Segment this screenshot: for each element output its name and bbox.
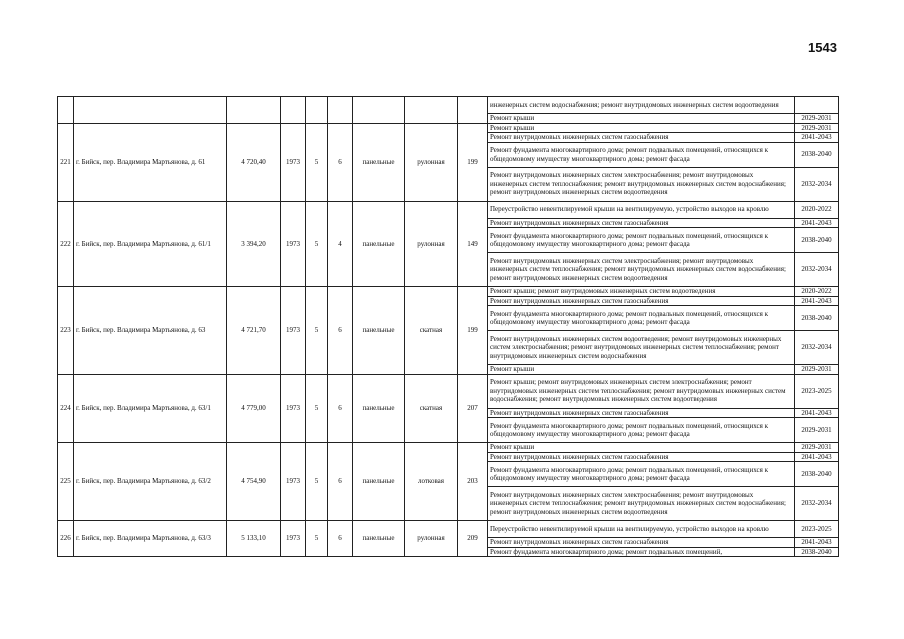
work-period: 2029-2031	[795, 443, 839, 453]
work-description: Ремонт крыши	[488, 114, 795, 124]
work-period: 2041-2043	[795, 452, 839, 462]
apartments-count: 207	[458, 374, 488, 443]
apartments-count: 203	[458, 443, 488, 521]
work-description: Ремонт внутридомовых инженерных систем водоотведения; ремонт внутридомовых инженерных систем электроснабжения; ремонт внутридомовых инженерных систем теплоснабжения; ремонт внутридомовых инженерных систем водоснабжения	[488, 331, 795, 365]
building-address: г. Бийск, пер. Владимира Мартьянова, д. 63/3	[74, 521, 227, 557]
table-row	[58, 443, 839, 453]
year-built: 1973	[281, 123, 306, 201]
total-area: 5 133,10	[227, 521, 281, 557]
work-period: 2038-2040	[795, 228, 839, 253]
year-built: 1973	[281, 374, 306, 443]
work-period: 2029-2031	[795, 123, 839, 133]
work-period: 2020-2022	[795, 287, 839, 297]
wall-material: панельные	[353, 374, 405, 443]
year-built: 1973	[281, 443, 306, 521]
work-description: Переустройство невентилируемой крыши на вентилируемую, устройство выходов на кровлю	[488, 521, 795, 538]
entrances-count: 6	[328, 123, 353, 201]
page-number: 1543	[808, 40, 837, 55]
roof-type: рулонная	[405, 201, 458, 287]
building-address: г. Бийск, пер. Владимира Мартьянова, д. 63/2	[74, 443, 227, 521]
building-address: г. Бийск, пер. Владимира Мартьянова, д. 63	[74, 287, 227, 375]
work-period: 2041-2043	[795, 538, 839, 548]
capital-repair-table	[57, 96, 839, 557]
work-period: 2032-2034	[795, 331, 839, 365]
work-description: Ремонт внутридомовых инженерных систем электроснабжения; ремонт внутридомовых инженерных систем теплоснабжения; ремонт внутридомовых инженерных систем водоснабжения; ремонт внутридомовых инженерных систем водоотведения	[488, 253, 795, 287]
table-row	[58, 97, 839, 114]
continuation-floors-cell	[306, 97, 328, 124]
continuation-entrances-cell	[328, 97, 353, 124]
work-description: Ремонт фундамента многоквартирного дома; ремонт подвальных помещений, относящихся к общедомовому имуществу многоквартирного дома; ремонт фасада	[488, 306, 795, 331]
total-area: 3 394,20	[227, 201, 281, 287]
row-number: 225	[58, 443, 74, 521]
row-number: 222	[58, 201, 74, 287]
work-period: 2038-2040	[795, 547, 839, 557]
roof-type: скатная	[405, 287, 458, 375]
wall-material: панельные	[353, 201, 405, 287]
work-period	[795, 97, 839, 114]
floors-count: 5	[306, 201, 328, 287]
wall-material: панельные	[353, 123, 405, 201]
work-description: Ремонт внутридомовых инженерных систем газоснабжения	[488, 538, 795, 548]
building-address: г. Бийск, пер. Владимира Мартьянова, д. 63/1	[74, 374, 227, 443]
floors-count: 5	[306, 123, 328, 201]
work-period: 2032-2034	[795, 167, 839, 201]
continuation-area-cell	[227, 97, 281, 124]
work-description: Ремонт фундамента многоквартирного дома; ремонт подвальных помещений, относящихся к общедомовому имуществу многоквартирного дома; ремонт фасада	[488, 462, 795, 487]
year-built: 1973	[281, 521, 306, 557]
apartments-count: 199	[458, 123, 488, 201]
year-built: 1973	[281, 201, 306, 287]
roof-type: рулонная	[405, 521, 458, 557]
work-period: 2041-2043	[795, 296, 839, 306]
floors-count: 5	[306, 374, 328, 443]
entrances-count: 6	[328, 374, 353, 443]
work-period: 2038-2040	[795, 306, 839, 331]
continuation-walls-cell	[353, 97, 405, 124]
work-period: 2023-2025	[795, 521, 839, 538]
work-description: Ремонт внутридомовых инженерных систем газоснабжения	[488, 296, 795, 306]
work-description: Ремонт крыши; ремонт внутридомовых инженерных систем водоотведения	[488, 287, 795, 297]
continuation-num-cell	[58, 97, 74, 124]
floors-count: 5	[306, 521, 328, 557]
apartments-count: 149	[458, 201, 488, 287]
work-description: инженерных систем водоснабжения; ремонт внутридомовых инженерных систем водоотведения	[488, 97, 795, 114]
work-period: 2038-2040	[795, 462, 839, 487]
work-period: 2041-2043	[795, 133, 839, 143]
continuation-roof-cell	[405, 97, 458, 124]
row-number: 221	[58, 123, 74, 201]
table-row	[58, 123, 839, 133]
building-address: г. Бийск, пер. Владимира Мартьянова, д. 61	[74, 123, 227, 201]
building-address: г. Бийск, пер. Владимира Мартьянова, д. 61/1	[74, 201, 227, 287]
row-number: 223	[58, 287, 74, 375]
continuation-address-cell	[74, 97, 227, 124]
roof-type: лотковая	[405, 443, 458, 521]
wall-material: панельные	[353, 443, 405, 521]
continuation-year-cell	[281, 97, 306, 124]
work-description: Ремонт внутридомовых инженерных систем газоснабжения	[488, 452, 795, 462]
entrances-count: 6	[328, 443, 353, 521]
year-built: 1973	[281, 287, 306, 375]
work-description: Ремонт внутридомовых инженерных систем электроснабжения; ремонт внутридомовых инженерных систем теплоснабжения; ремонт внутридомовых инженерных систем водоснабжения; ремонт внутридомовых инженерных систем водоотведения	[488, 487, 795, 521]
roof-type: рулонная	[405, 123, 458, 201]
entrances-count: 6	[328, 287, 353, 375]
wall-material: панельные	[353, 521, 405, 557]
work-period: 2032-2034	[795, 487, 839, 521]
work-description: Ремонт фундамента многоквартирного дома; ремонт подвальных помещений, относящихся к общедомовому имуществу многоквартирного дома; ремонт фасада	[488, 142, 795, 167]
floors-count: 5	[306, 443, 328, 521]
roof-type: скатная	[405, 374, 458, 443]
work-description: Ремонт крыши	[488, 443, 795, 453]
work-period: 2029-2031	[795, 114, 839, 124]
work-description: Ремонт внутридомовых инженерных систем газоснабжения	[488, 218, 795, 228]
apartments-count: 209	[458, 521, 488, 557]
entrances-count: 6	[328, 521, 353, 557]
total-area: 4 720,40	[227, 123, 281, 201]
total-area: 4 779,00	[227, 374, 281, 443]
entrances-count: 4	[328, 201, 353, 287]
table-row	[58, 521, 839, 538]
work-period: 2038-2040	[795, 142, 839, 167]
wall-material: панельные	[353, 287, 405, 375]
work-description: Ремонт внутридомовых инженерных систем газоснабжения	[488, 408, 795, 418]
floors-count: 5	[306, 287, 328, 375]
row-number: 226	[58, 521, 74, 557]
apartments-count: 199	[458, 287, 488, 375]
work-period: 2029-2031	[795, 418, 839, 443]
work-description: Ремонт фундамента многоквартирного дома; ремонт подвальных помещений, относящихся к общедомовому имуществу многоквартирного дома; ремонт фасада	[488, 418, 795, 443]
work-period: 2023-2025	[795, 374, 839, 408]
continuation-apartments-cell	[458, 97, 488, 124]
work-description: Ремонт крыши; ремонт внутридомовых инженерных систем электроснабжения; ремонт внутридомовых инженерных систем теплоснабжения; ремонт внутридомовых инженерных систем водоснабжения; ремонт внутридомовых инженерных систем водоотведения	[488, 374, 795, 408]
work-description: Ремонт фундамента многоквартирного дома; ремонт подвальных помещений,	[488, 547, 795, 557]
work-period: 2032-2034	[795, 253, 839, 287]
work-description: Ремонт крыши	[488, 123, 795, 133]
work-period: 2029-2031	[795, 365, 839, 375]
work-description: Ремонт внутридомовых инженерных систем электроснабжения; ремонт внутридомовых инженерных систем теплоснабжения; ремонт внутридомовых инженерных систем водоснабжения; ремонт внутридомовых инженерных систем водоотведения	[488, 167, 795, 201]
work-period: 2041-2043	[795, 408, 839, 418]
work-description: Ремонт внутридомовых инженерных систем газоснабжения	[488, 133, 795, 143]
total-area: 4 721,70	[227, 287, 281, 375]
work-description: Ремонт фундамента многоквартирного дома; ремонт подвальных помещений, относящихся к общедомовому имуществу многоквартирного дома; ремонт фасада	[488, 228, 795, 253]
work-period: 2020-2022	[795, 201, 839, 218]
table-row	[58, 287, 839, 297]
row-number: 224	[58, 374, 74, 443]
table-row	[58, 201, 839, 218]
total-area: 4 754,90	[227, 443, 281, 521]
work-description: Ремонт крыши	[488, 365, 795, 375]
table-row	[58, 374, 839, 408]
work-period: 2041-2043	[795, 218, 839, 228]
work-description: Переустройство невентилируемой крыши на вентилируемую, устройство выходов на кровлю	[488, 201, 795, 218]
